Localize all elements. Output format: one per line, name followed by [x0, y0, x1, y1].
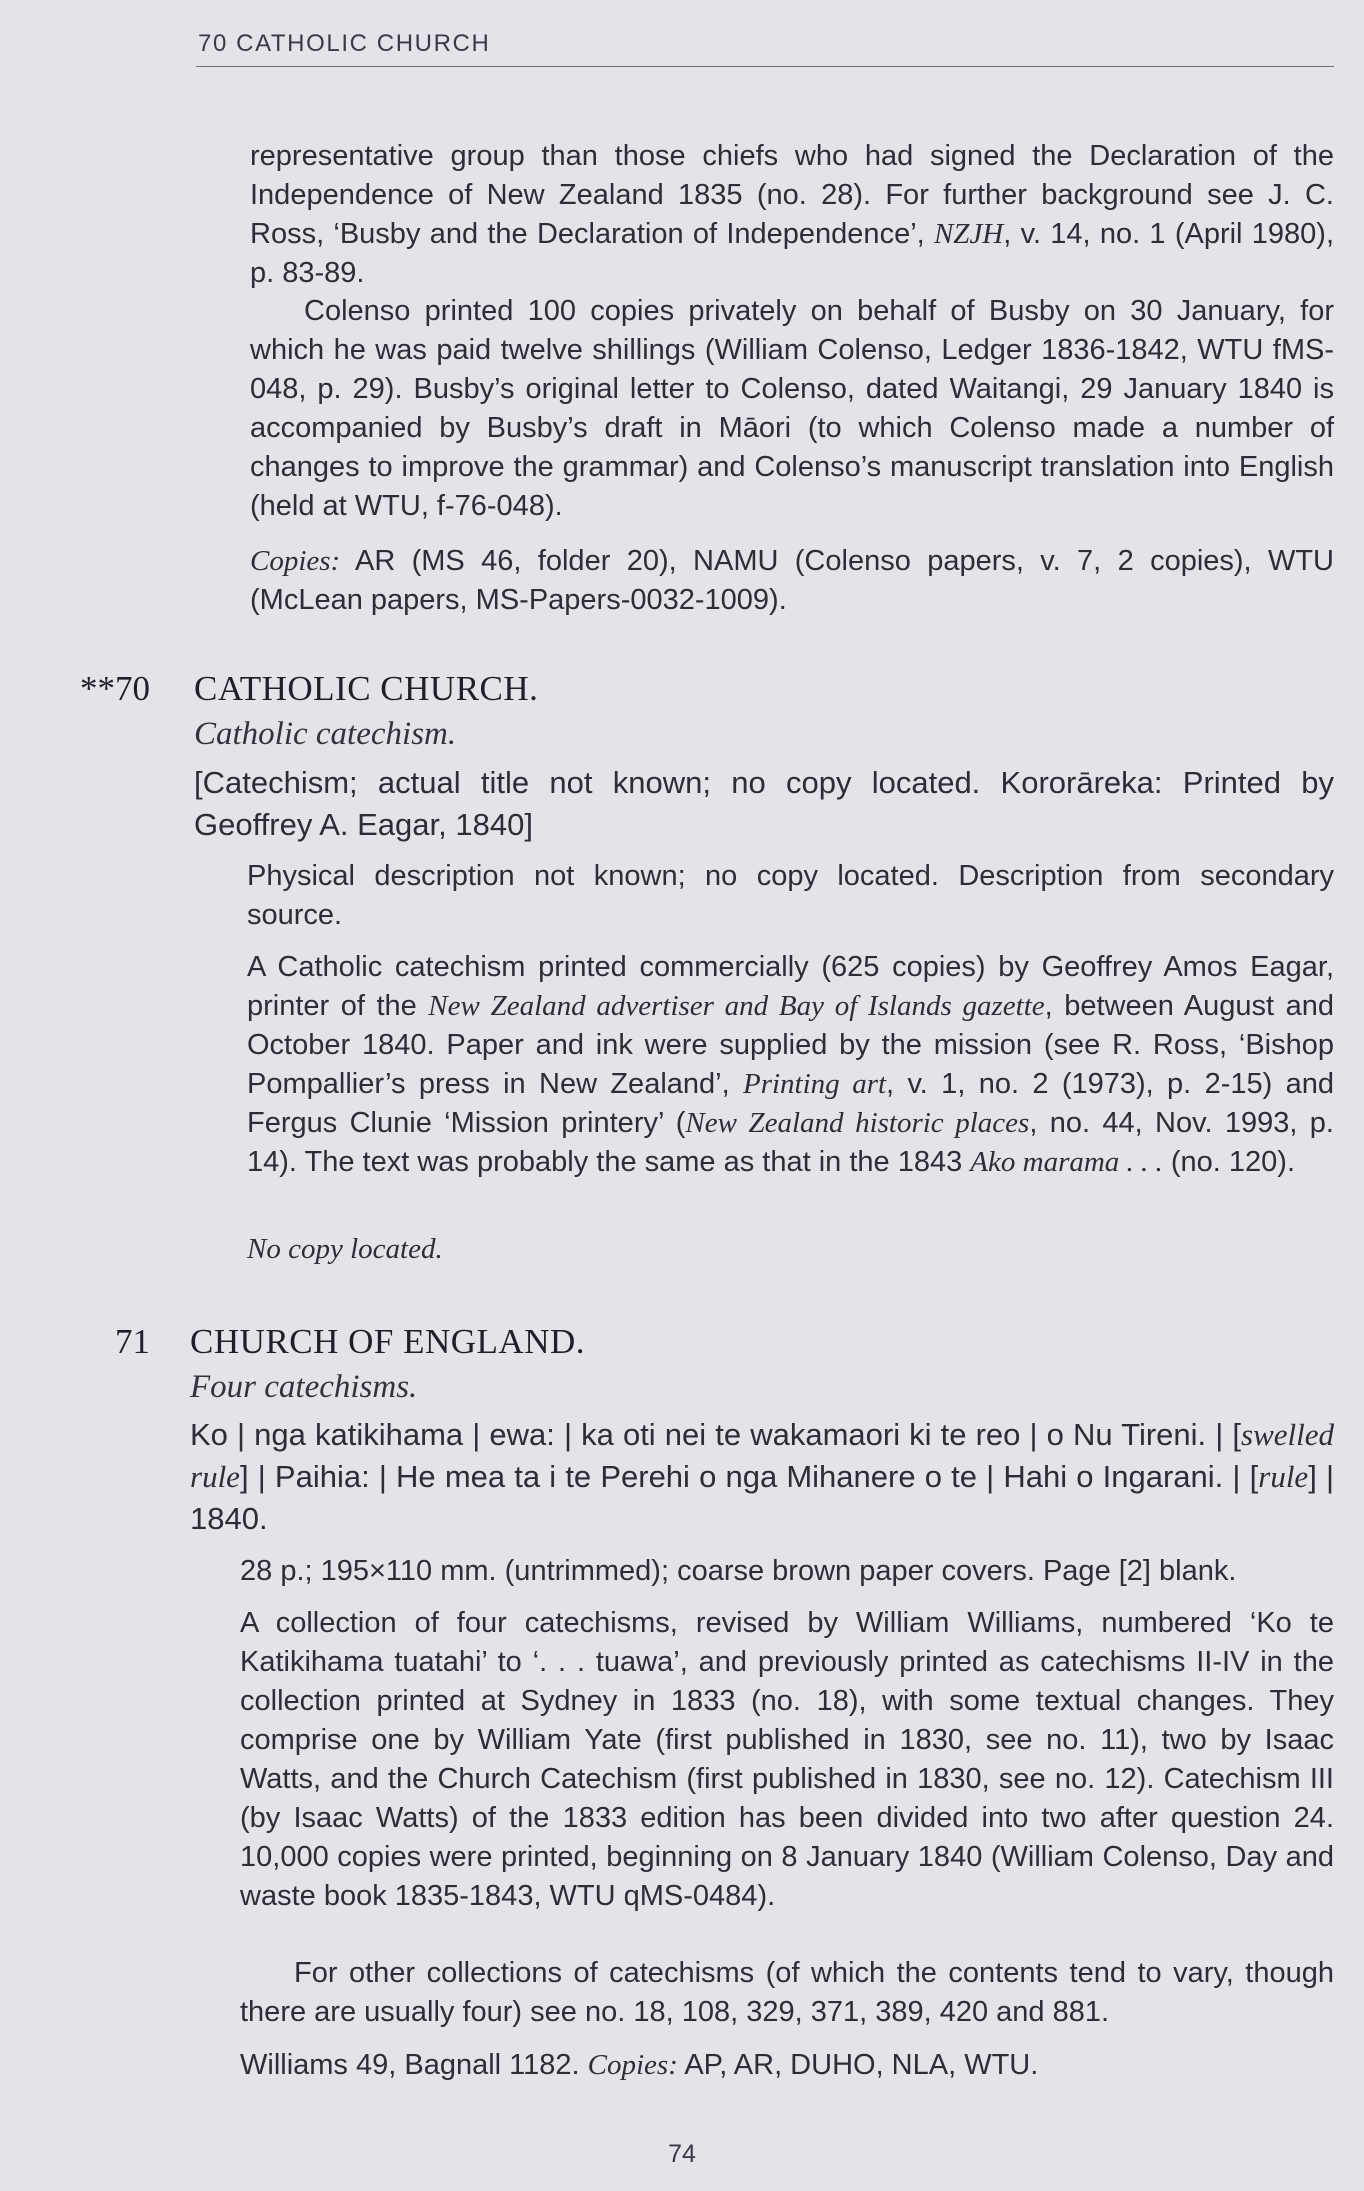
journal-title: Printing art — [743, 1068, 887, 1100]
page-number: 74 — [668, 2140, 696, 2168]
rule-note: rule — [1258, 1459, 1309, 1494]
note-text: , v. 1, no. 2 (1973), p. 2-15) and Fergus Clunie ‘Mission printery’ ( — [247, 1068, 1334, 1139]
header-rule — [196, 66, 1334, 67]
transcription-text: ] | Paihia: | He mea ta i te Perehi o nga Mihanere o te | Hahi o Ingarani. | [ — [239, 1459, 1259, 1494]
other-collections-note: For other collections of catechisms (of which the contents tend to vary, though there are usually four) see no. 18, 108, 329, 371, 389, 420 and 881. — [240, 1957, 1334, 2028]
journal-title: NZJH — [933, 218, 1004, 250]
references-71 — [240, 2046, 1334, 2085]
running-head: 70 CATHOLIC CHURCH — [198, 30, 491, 57]
copies-label: Copies: — [250, 545, 341, 577]
note-text: , no. 44, Nov. 1993, p. 14). The text was probably the same as that in the 1843 — [247, 1107, 1334, 1178]
entry-heading-70: CATHOLIC CHURCH. — [194, 669, 539, 708]
continued-note-tail: , v. 14, no. 1 (April 1980), p. 83-89. — [250, 218, 1334, 289]
entry-note-71: A collection of four catechisms, revised by William Williams, numbered ‘Ko te Katikihama tuatahi’ to ‘. . . tuawa’, and previously printed as catechisms II-IV in the collection printed at Sydney in 1833 (no. 18), with some textual changes. They comprise one by William Yate (first published in 1830, see no. 11), two by Isaac Watts, and the Church Catechism (first published in 1830, see no. 12). Catechism III (by Isaac Watts) of the 1833 edition has been divided into two after question 24. 10,000 copies were printed, beginning on 8 January 1840 (William Colenso, Day and waste book 1835-1843, WTU qMS-0484). — [240, 1607, 1334, 1912]
physical-description-70: Physical description not known; no copy located. Description from secondary source. — [247, 860, 1334, 931]
note-text: A Catholic catechism printed commercially (625 copies) by Geoffrey Amos Eagar, printer of the — [247, 951, 1334, 1022]
rule-note: swelled rule — [190, 1417, 1334, 1494]
entry-number-71: 71 — [115, 1322, 150, 1361]
continued-copies — [250, 542, 1334, 620]
entry-note-70 — [247, 948, 1334, 1182]
newspaper-title: New Zealand advertiser and Bay of Islands gazette — [428, 990, 1045, 1022]
transcription-text: ] | 1840. — [190, 1459, 1335, 1536]
copies-text: AR (MS 46, folder 20), NAMU (Colenso papers, v. 7, 2 copies), WTU (McLean papers, MS-Papers-0032-1009). — [250, 545, 1334, 616]
transcription-text: Ko | nga katikihama | ewa: | ka oti nei te wakamaori ki te reo | o Nu Tireni. | [ — [190, 1417, 1241, 1452]
book-title: Ako marama . . . — [970, 1146, 1163, 1178]
entry-transcription-70: [Catechism; actual title not known; no copy located. Kororāreka: Printed by Geoffrey A. Eagar, 1840] — [194, 765, 1334, 842]
no-copy-located-70: No copy located. — [247, 1233, 443, 1265]
colenso-printing-note: Colenso printed 100 copies privately on behalf of Busby on 30 January, for which he was paid twelve shillings (William Colenso, Ledger 1836-1842, WTU fMS-048, p. 29). Busby’s original letter to Colenso, dated Waitangi, 29 January 1840 is accompanied by Busby’s draft in Māori (to which Colenso made a number of changes to improve the grammar) and Colenso’s manuscript translation into English (held at WTU, f-76-048). — [250, 295, 1334, 522]
continued-note-paragraph — [250, 137, 1334, 293]
continued-note-text: representative group than those chiefs who had signed the Declaration of the Independence of New Zealand 1835 (no. 28). For further background see J. C. Ross, ‘Busby and the Declaration of Independence’, — [250, 140, 1334, 250]
bibliographic-references: Williams 49, Bagnall 1182. — [240, 2049, 580, 2081]
journal-title: New Zealand historic places — [685, 1107, 1030, 1139]
note-text: , between August and October 1840. Paper and ink were supplied by the mission (see R. Ross, ‘Bishop Pompallier’s press in New Zealand’, — [247, 990, 1334, 1100]
entry-subtitle-71: Four catechisms. — [190, 1369, 418, 1405]
copies-label: Copies: — [587, 2049, 678, 2081]
entry-subtitle-70: Catholic catechism. — [194, 716, 457, 752]
entry-transcription-71 — [190, 1414, 1334, 1540]
physical-description-71: 28 p.; 195×110 mm. (untrimmed); coarse brown paper covers. Page [2] blank. — [240, 1555, 1237, 1587]
entry-number-70: **70 — [80, 669, 150, 708]
entry-heading-71: CHURCH OF ENGLAND. — [190, 1322, 585, 1361]
note-text: (no. 120). — [1162, 1146, 1295, 1178]
copies-text: AP, AR, DUHO, NLA, WTU. — [677, 2049, 1039, 2081]
